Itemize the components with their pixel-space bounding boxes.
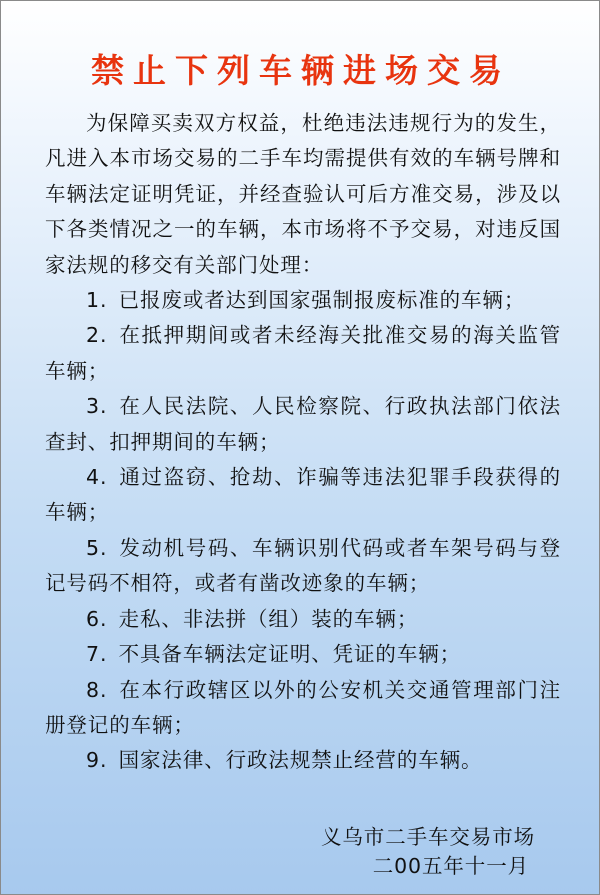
- notice-body: [45, 106, 561, 779]
- rule-item: [45, 283, 561, 318]
- rule-text: 走私、非法拼（组）装的车辆；: [118, 606, 419, 631]
- rule-item: [45, 637, 561, 672]
- rule-text: 国家法律、行政法规禁止经营的车辆。: [118, 748, 483, 773]
- rule-text: 通过盗窃、抢劫、诈骗等违法犯罪手段获得的车辆；: [45, 465, 561, 525]
- rule-item: [45, 743, 561, 778]
- rule-number: 4.: [86, 465, 108, 490]
- rule-number: 5.: [86, 535, 108, 560]
- rule-text: 已报废或者达到国家强制报废标准的车辆；: [118, 288, 526, 313]
- issuer-name: 义乌市二手车交易市场: [321, 825, 535, 849]
- rule-text: 在本行政辖区以外的公安机关交通管理部门注册登记的车辆；: [45, 677, 561, 737]
- rule-number: 9.: [86, 748, 108, 773]
- rule-number: 8.: [86, 677, 108, 702]
- notice-title: 禁止下列车辆进场交易: [91, 51, 511, 90]
- rule-text: 在抵押期间或者未经海关批准交易的海关监管车辆；: [45, 323, 561, 383]
- rule-item: [45, 531, 561, 602]
- issue-date: 二00五年十一月: [372, 854, 529, 878]
- rule-number: 6.: [86, 606, 108, 631]
- prohibited-vehicle-list: [45, 283, 561, 779]
- rule-item: [45, 318, 561, 389]
- rule-text: 发动机号码、车辆识别代码或者车架号码与登记号码不相符，或者有凿改迹象的车辆；: [45, 535, 561, 596]
- rule-number: 3.: [86, 394, 108, 419]
- rule-number: 7.: [86, 642, 108, 667]
- notice-intro: 为保障买卖双方权益，杜绝违法违规行为的发生，凡进入本市场交易的二手车均需提供有效的车辆号牌和车辆法定证明凭证，并经查验认可后方准交易，涉及以下各类情况之一的车辆，本市场将不予交易，对违反国家法规的移交有关部门处理：: [45, 111, 561, 277]
- rule-item: [45, 673, 561, 744]
- rule-text: 在人民法院、人民检察院、行政执法部门依法查封、扣押期间的车辆；: [45, 394, 561, 454]
- rule-text: 不具备车辆法定证明、凭证的车辆；: [118, 642, 462, 667]
- rule-item: [45, 460, 561, 531]
- rule-number: 2.: [86, 323, 108, 348]
- rule-item: [45, 602, 561, 637]
- notice-footer: [321, 823, 535, 881]
- rule-item: [45, 389, 561, 460]
- rule-number: 1.: [86, 288, 108, 313]
